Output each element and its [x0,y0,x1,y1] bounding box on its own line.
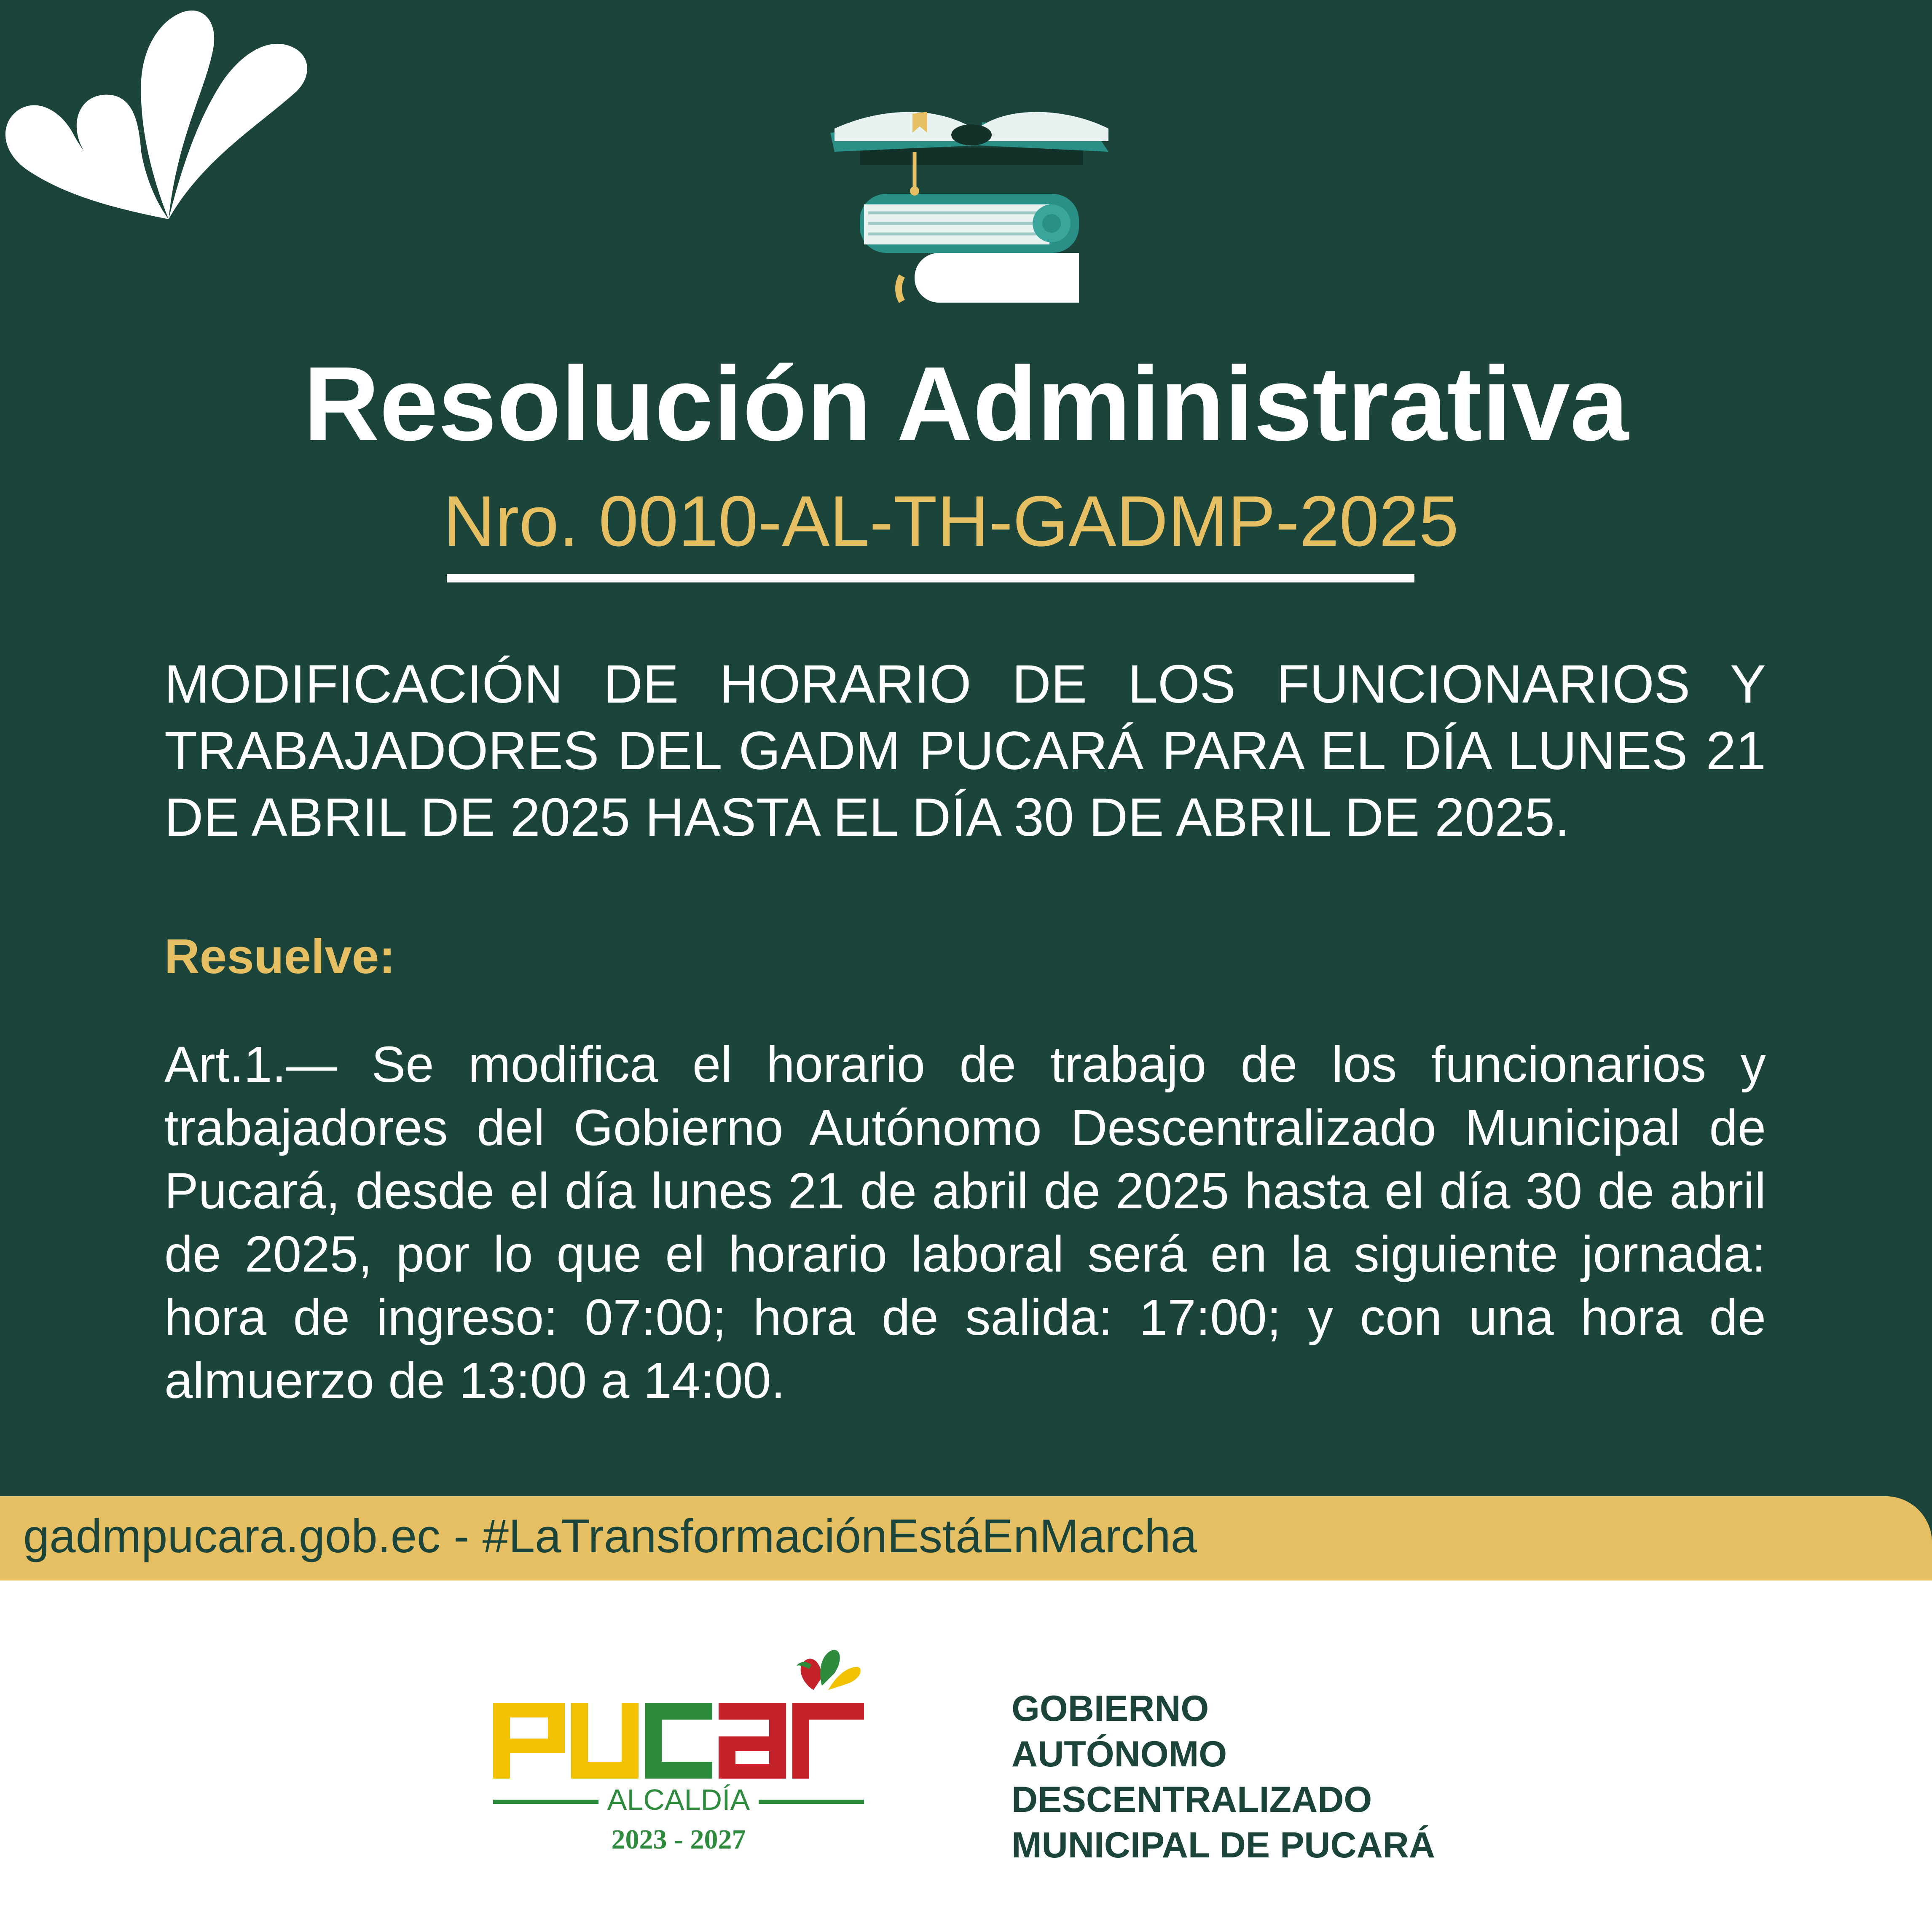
government-line-3: DESCENTRALIZADO [1012,1779,1372,1820]
petals-logo-icon [797,1644,864,1703]
pucara-alcaldia-logo [493,1644,864,1863]
alcaldia-label: ALCALDÍA [607,1783,750,1816]
alcaldia-row [493,1783,864,1817]
resolution-number: Nro. 0010-AL-TH-GADMP-2025 [443,481,1459,561]
pucara-wordmark [493,1703,864,1779]
books-graduation-cap-icon [818,82,1138,310]
government-line-1: GOBIERNO [1012,1688,1209,1729]
resuelve-heading: Resuelve: [164,929,396,984]
government-line-4: MUNICIPAL DE PUCARÁ [1012,1825,1435,1865]
page-title: Resolución Administrativa [303,345,1629,462]
white-petals-icon [0,0,320,228]
government-name [1012,1686,1517,1868]
government-line-2: AUTÓNOMO [1012,1734,1227,1774]
footer-band-text: gadmpucara.gob.ec - #LaTransformaciónEstáEnMarcha [23,1510,1197,1562]
title-underline [447,574,1414,582]
alcaldia-line-right [759,1800,864,1804]
term-years: 2023 - 2027 [611,1824,746,1855]
article-1-text: Art.1.— Se modifica el horario de trabajo de los funcionarios y trabajadores del Gobierno Autónomo Descentralizado Municipal de Pucará, desde el día lunes 21 de abril de 2025 hasta el día 30 de abril de 2025, por lo que el horario laboral será en la siguiente jornada: hora de ingreso: 07:00; hora de salida: 17:00; y con una hora de almuerzo de 13:00 a 14:00. [164,1036,1766,1409]
resolution-subject: MODIFICACIÓN DE HORARIO DE LOS FUNCIONARIOS Y TRABAJADORES DEL GADM PUCARÁ PARA EL DÍA LUNES 21 DE ABRIL DE 2025 HASTA EL DÍA 30 DE ABRIL DE 2025. [164,654,1766,848]
